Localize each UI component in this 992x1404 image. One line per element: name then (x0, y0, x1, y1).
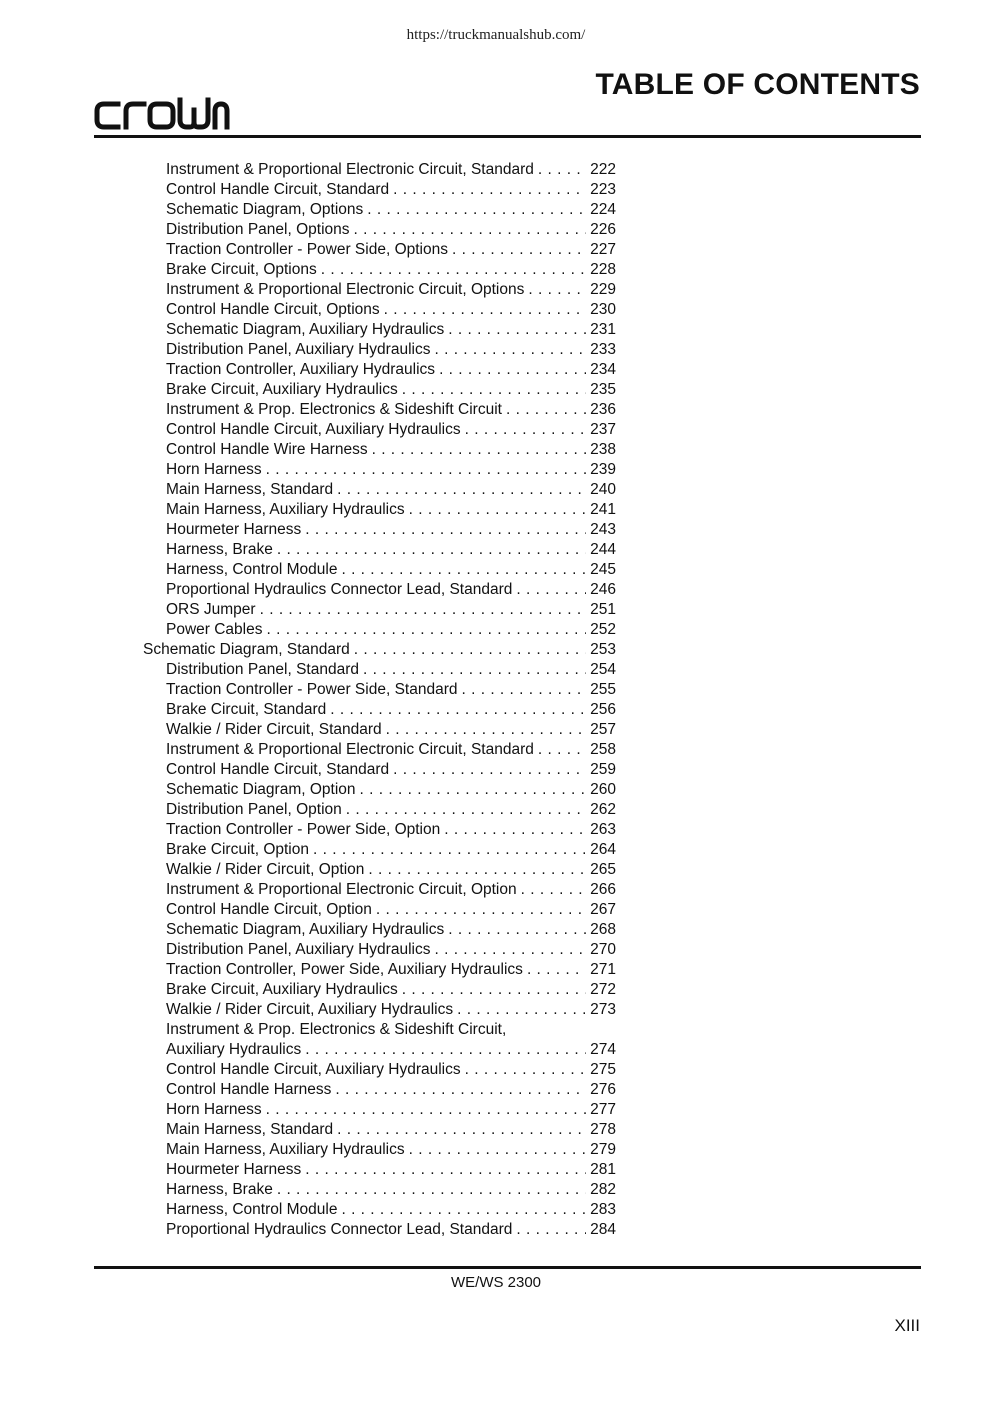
toc-entry-title: Brake Circuit, Standard (166, 701, 327, 718)
toc-entry[interactable] (140, 520, 616, 540)
toc-entry-page: 256 (590, 701, 616, 718)
toc-entry-title: Traction Controller - Power Side, Standard (166, 681, 458, 698)
toc-entry-page: 258 (590, 741, 616, 758)
toc-entry-page: 244 (590, 541, 616, 558)
toc-entry-title: Harness, Control Module (166, 561, 338, 578)
toc-entry[interactable] (140, 1160, 616, 1180)
toc-entry-title: Distribution Panel, Options (166, 221, 350, 238)
toc-entry[interactable] (140, 160, 616, 180)
toc-entry[interactable] (140, 340, 616, 360)
toc-entry[interactable] (140, 780, 616, 800)
toc-entry[interactable] (140, 860, 616, 880)
toc-entry-page: 279 (590, 1141, 616, 1158)
toc-entry-title: Control Handle Circuit, Standard (166, 761, 390, 778)
toc-entry[interactable] (140, 940, 616, 960)
toc-entry-page: 252 (590, 621, 616, 638)
toc-entry-title: Harness, Brake (166, 1181, 273, 1198)
toc-entry-page: 238 (590, 441, 616, 458)
toc-entry[interactable] (140, 920, 616, 940)
toc-leader-dots (502, 400, 586, 420)
toc-list (140, 160, 616, 1240)
toc-entry-title: Traction Controller - Power Side, Option (166, 821, 441, 838)
toc-entry-title: Control Handle Wire Harness (166, 441, 368, 458)
toc-entry-page: 277 (590, 1101, 616, 1118)
toc-leader-dots (453, 1000, 586, 1020)
toc-entry-page: 234 (590, 361, 616, 378)
toc-entry-title: Instrument & Proportional Electronic Circuit, Options (166, 281, 525, 298)
toc-leader-dots (444, 320, 586, 340)
toc-entry-page: 233 (590, 341, 616, 358)
toc-entry-title: Instrument & Prop. Electronics & Sideshift Circuit (166, 401, 502, 418)
toc-entry[interactable] (140, 420, 616, 440)
toc-entry-page: 257 (590, 721, 616, 738)
toc-entry-page: 263 (590, 821, 616, 838)
toc-leader-dots (524, 280, 586, 300)
toc-leader-dots (364, 860, 586, 880)
toc-entry[interactable] (140, 1080, 616, 1100)
toc-entry-title: Main Harness, Auxiliary Hydraulics (166, 501, 405, 518)
toc-entry-title: Horn Harness (166, 1101, 262, 1118)
toc-entry-title: Brake Circuit, Options (166, 261, 317, 278)
toc-entry-title: Distribution Panel, Option (166, 801, 342, 818)
toc-entry-title: Schematic Diagram, Auxiliary Hydraulics (166, 321, 445, 338)
toc-entry-title: Control Handle Circuit, Auxiliary Hydraulics (166, 421, 461, 438)
toc-entry-page: 228 (590, 261, 616, 278)
toc-entry-title: Distribution Panel, Auxiliary Hydraulics (166, 341, 431, 358)
toc-leader-dots (461, 1060, 586, 1080)
toc-entry[interactable] (140, 280, 616, 300)
toc-leader-dots (512, 1220, 586, 1240)
toc-leader-dots (461, 420, 586, 440)
toc-entry-page: 223 (590, 181, 616, 198)
toc-leader-dots (457, 680, 586, 700)
toc-entry-title: Horn Harness (166, 461, 262, 478)
toc-entry[interactable] (140, 700, 616, 720)
toc-entry-page: 246 (590, 581, 616, 598)
toc-entry-page: 231 (590, 321, 616, 338)
toc-leader-dots (262, 460, 586, 480)
toc-leader-dots (512, 580, 586, 600)
toc-entry-page: 251 (590, 601, 616, 618)
toc-entry[interactable] (140, 200, 616, 220)
toc-leader-dots (405, 500, 586, 520)
toc-entry[interactable] (140, 300, 616, 320)
toc-entry-title: Proportional Hydraulics Connector Lead, Standard (166, 581, 513, 598)
toc-entry-page: 267 (590, 901, 616, 918)
toc-entry[interactable] (140, 1000, 616, 1020)
toc-leader-dots (534, 740, 586, 760)
toc-entry-title: Control Handle Harness (166, 1081, 332, 1098)
toc-leader-dots (368, 440, 586, 460)
toc-entry[interactable] (140, 360, 616, 380)
toc-leader-dots (337, 1200, 586, 1220)
toc-entry-title: Main Harness, Standard (166, 1121, 334, 1138)
toc-entry-title: Harness, Control Module (166, 1201, 338, 1218)
toc-entry-title: ORS Jumper (166, 601, 256, 618)
toc-leader-dots (430, 940, 586, 960)
toc-entry-title: Walkie / Rider Circuit, Option (166, 861, 365, 878)
toc-entry[interactable] (140, 1040, 616, 1060)
toc-leader-dots (256, 600, 586, 620)
toc-entry-page: 222 (590, 161, 616, 178)
toc-entry-title: Schematic Diagram, Standard (143, 641, 350, 658)
toc-leader-dots (301, 520, 586, 540)
toc-leader-dots (448, 240, 586, 260)
toc-entry-title: Control Handle Circuit, Standard (166, 181, 390, 198)
toc-leader-dots (380, 300, 586, 320)
toc-entry-page: 253 (590, 641, 616, 658)
toc-entry-title: Traction Controller, Auxiliary Hydraulics (166, 361, 436, 378)
toc-leader-dots (326, 700, 586, 720)
toc-entry-page: 273 (590, 1001, 616, 1018)
toc-entry-page: 226 (590, 221, 616, 238)
toc-entry-page: 276 (590, 1081, 616, 1098)
toc-entry[interactable] (140, 480, 616, 500)
toc-entry-page: 275 (590, 1061, 616, 1078)
toc-entry-page: 259 (590, 761, 616, 778)
toc-entry-title: Main Harness, Auxiliary Hydraulics (166, 1141, 405, 1158)
toc-leader-dots (405, 1140, 586, 1160)
toc-entry-page: 245 (590, 561, 616, 578)
toc-entry[interactable] (140, 620, 616, 640)
toc-leader-dots (333, 1120, 586, 1140)
toc-entry-page: 264 (590, 841, 616, 858)
toc-entry-page: 254 (590, 661, 616, 678)
toc-entry-page: 239 (590, 461, 616, 478)
toc-entry-page: 230 (590, 301, 616, 318)
toc-leader-dots (333, 480, 586, 500)
toc-entry-page: 255 (590, 681, 616, 698)
toc-leader-dots (363, 200, 586, 220)
toc-entry-page: 229 (590, 281, 616, 298)
toc-entry[interactable] (140, 880, 616, 900)
toc-entry[interactable] (140, 680, 616, 700)
toc-entry-title: Instrument & Prop. Electronics & Sideshift Circuit, (166, 1021, 507, 1038)
page-title: TABLE OF CONTENTS (595, 68, 920, 101)
toc-entry[interactable] (140, 820, 616, 840)
toc-entry-page: 235 (590, 381, 616, 398)
toc-leader-dots (350, 220, 586, 240)
toc-entry[interactable] (140, 800, 616, 820)
toc-entry[interactable] (140, 1200, 616, 1220)
toc-entry[interactable] (140, 220, 616, 240)
toc-entry-title: Brake Circuit, Auxiliary Hydraulics (166, 981, 398, 998)
toc-entry-title: Schematic Diagram, Auxiliary Hydraulics (166, 921, 445, 938)
toc-entry[interactable] (140, 460, 616, 480)
toc-leader-dots (356, 780, 586, 800)
toc-entry[interactable] (140, 1060, 616, 1080)
toc-entry-title: Control Handle Circuit, Option (166, 901, 372, 918)
toc-entry[interactable] (140, 500, 616, 520)
crown-logo (94, 96, 230, 130)
toc-entry-title: Traction Controller, Power Side, Auxiliary Hydraulics (166, 961, 523, 978)
toc-entry-page: 241 (590, 501, 616, 518)
toc-entry-page: 243 (590, 521, 616, 538)
footer-rule (94, 1266, 921, 1269)
toc-entry-title: Proportional Hydraulics Connector Lead, Standard (166, 1221, 513, 1238)
toc-entry-page: 270 (590, 941, 616, 958)
toc-leader-dots (389, 180, 586, 200)
toc-entry[interactable] (140, 1120, 616, 1140)
toc-leader-dots (430, 340, 586, 360)
toc-entry-page: 224 (590, 201, 616, 218)
toc-entry-page: 274 (590, 1041, 616, 1058)
toc-entry-page: 272 (590, 981, 616, 998)
toc-leader-dots (350, 640, 586, 660)
toc-entry-title: Walkie / Rider Circuit, Auxiliary Hydraulics (166, 1001, 454, 1018)
toc-entry[interactable] (140, 840, 616, 860)
toc-leader-dots (398, 980, 586, 1000)
toc-entry[interactable] (140, 320, 616, 340)
toc-entry[interactable] (140, 720, 616, 740)
toc-entry-page: 260 (590, 781, 616, 798)
toc-entry[interactable] (140, 560, 616, 580)
toc-entry[interactable] (140, 900, 616, 920)
toc-leader-dots (440, 820, 586, 840)
toc-entry[interactable] (140, 600, 616, 620)
header-rule (94, 135, 921, 138)
toc-entry-title: Schematic Diagram, Options (166, 201, 364, 218)
toc-entry[interactable] (140, 380, 616, 400)
toc-entry[interactable] (140, 400, 616, 420)
toc-entry-title: Distribution Panel, Auxiliary Hydraulics (166, 941, 431, 958)
toc-leader-dots (273, 1180, 586, 1200)
toc-entry[interactable] (140, 1100, 616, 1120)
toc-entry-title: Traction Controller - Power Side, Options (166, 241, 448, 258)
toc-entry-page: 278 (590, 1121, 616, 1138)
toc-entry-title: Schematic Diagram, Option (166, 781, 356, 798)
toc-entry-page: 266 (590, 881, 616, 898)
toc-entry[interactable] (140, 240, 616, 260)
toc-entry-title: Walkie / Rider Circuit, Standard (166, 721, 382, 738)
toc-leader-dots (523, 960, 586, 980)
toc-leader-dots (342, 800, 586, 820)
toc-entry-page: 236 (590, 401, 616, 418)
toc-entry-title: Instrument & Proportional Electronic Circuit, Option (166, 881, 517, 898)
toc-entry[interactable] (140, 1140, 616, 1160)
toc-entry-title: Power Cables (166, 621, 263, 638)
toc-leader-dots (331, 1080, 586, 1100)
toc-entry-page: 237 (590, 421, 616, 438)
toc-leader-dots (301, 1040, 586, 1060)
toc-leader-dots (444, 920, 586, 940)
toc-entry-page: 227 (590, 241, 616, 258)
toc-entry[interactable] (140, 1020, 616, 1040)
toc-leader-dots (273, 540, 586, 560)
toc-leader-dots (389, 760, 586, 780)
toc-leader-dots (372, 900, 586, 920)
toc-leader-dots (435, 360, 586, 380)
toc-entry-page: 284 (590, 1221, 616, 1238)
toc-leader-dots (382, 720, 586, 740)
toc-entry[interactable] (140, 640, 616, 660)
toc-entry-title: Distribution Panel, Standard (166, 661, 360, 678)
toc-leader-dots (317, 260, 586, 280)
toc-entry-title: Hourmeter Harness (166, 1161, 302, 1178)
toc-entry[interactable] (140, 440, 616, 460)
toc-entry-title: Harness, Brake (166, 541, 273, 558)
toc-entry[interactable] (140, 180, 616, 200)
toc-entry-page: 240 (590, 481, 616, 498)
toc-entry[interactable] (140, 1180, 616, 1200)
toc-leader-dots (534, 160, 586, 180)
toc-entry-title: Hourmeter Harness (166, 521, 302, 538)
toc-entry-title: Main Harness, Standard (166, 481, 334, 498)
toc-entry-title: Control Handle Circuit, Options (166, 301, 380, 318)
toc-leader-dots (309, 840, 586, 860)
toc-leader-dots (337, 560, 586, 580)
toc-entry-title: Auxiliary Hydraulics (166, 1041, 302, 1058)
toc-leader-dots (398, 380, 586, 400)
toc-entry-title: Instrument & Proportional Electronic Circuit, Standard (166, 161, 534, 178)
toc-entry[interactable] (140, 960, 616, 980)
page-number: XIII (894, 1316, 920, 1335)
toc-entry-title: Brake Circuit, Auxiliary Hydraulics (166, 381, 398, 398)
toc-entry-title: Control Handle Circuit, Auxiliary Hydraulics (166, 1061, 461, 1078)
toc-entry-page: 271 (590, 961, 616, 978)
toc-entry-page: 283 (590, 1201, 616, 1218)
toc-leader-dots (517, 880, 586, 900)
toc-entry[interactable] (140, 580, 616, 600)
toc-entry[interactable] (140, 260, 616, 280)
source-url: https://truckmanualshub.com/ (406, 27, 586, 43)
toc-entry[interactable] (140, 1220, 616, 1240)
toc-entry-title: Brake Circuit, Option (166, 841, 309, 858)
toc-entry-page: 262 (590, 801, 616, 818)
toc-entry[interactable] (140, 740, 616, 760)
toc-entry[interactable] (140, 760, 616, 780)
toc-leader-dots (359, 660, 586, 680)
toc-entry-page: 282 (590, 1181, 616, 1198)
toc-entry-page: 281 (590, 1161, 616, 1178)
toc-entry-page: 265 (590, 861, 616, 878)
toc-entry[interactable] (140, 540, 616, 560)
toc-leader-dots (262, 1100, 586, 1120)
toc-leader-dots (301, 1160, 586, 1180)
toc-entry[interactable] (140, 660, 616, 680)
toc-entry-title: Instrument & Proportional Electronic Circuit, Standard (166, 741, 534, 758)
toc-entry-page: 268 (590, 921, 616, 938)
model-label: WE/WS 2300 (450, 1274, 542, 1291)
toc-leader-dots (263, 620, 587, 640)
toc-entry[interactable] (140, 980, 616, 1000)
